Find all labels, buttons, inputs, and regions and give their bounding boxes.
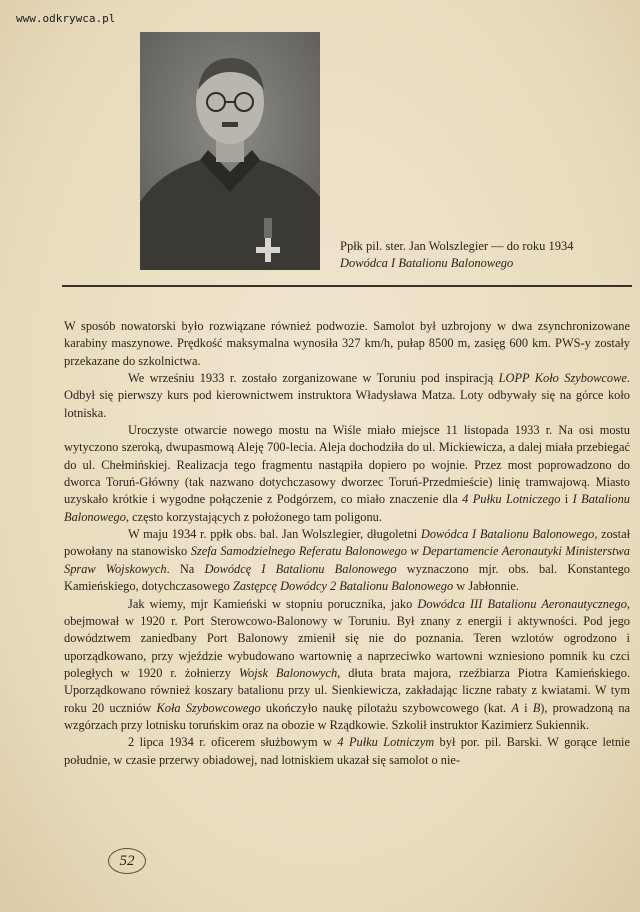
- italic-run: LOPP Koło Szybowcowe: [498, 371, 627, 386]
- body-text: [64, 318, 630, 769]
- watermark-url: www.odkrywca.pl: [16, 12, 116, 25]
- paragraph: [64, 318, 630, 370]
- italic-run: Szefa Samodzielnego Referatu Balonowego w Departamencie Aeronautyki Ministerstwa Spraw Wojskowych: [64, 544, 630, 576]
- text-run: 2 lipca 1934 r. oficerem służbowym w: [128, 735, 338, 750]
- text-run: , dłuta brata majora, rzeźbiarza Piotra Kamieńskiego. Uporządkowano również koszary batalionu przy ul. Sienkiewicza, zakładając liczne rabaty z kwiatami. W tym roku 20 uczniów: [64, 665, 630, 715]
- text-run: , obejmował w 1920 r. Port Sterowcowo-Balonowy w Toruniu. Był znany z energii i aktywności. Pod jego dowództwem zaniedbany Port Balonowy zmienił się nie do poznania. Teren wzlotów ogrodzono i uporządkowano, przy wjeździe wybudowano wartownię a naprzeciwko wartowni wzniesiono pomnik ku czci poległych w 1920 r. żołnierzy: [64, 596, 630, 680]
- text-run: , często korzystających z położonego tam poligonu.: [125, 509, 382, 524]
- text-run: , został powołany na stanowisko: [64, 527, 631, 559]
- paragraph: [64, 526, 630, 595]
- italic-run: Koła Szybowcowego: [156, 700, 261, 715]
- text-run: i: [518, 700, 533, 715]
- text-run: i: [560, 492, 573, 507]
- caption-line-name: Ppłk pil. ster. Jan Wolszlegier — do roku 1934: [340, 239, 574, 253]
- paragraph: [64, 370, 630, 422]
- text-run: Uroczyste otwarcie nowego mostu na Wiśle miało miejsce 11 listopada 1933 r. Na osi mostu wytyczono szeroką, dwupasmową Aleję 700-lecia. Aleja dochodziła do ul. Mickiewicza, a dalej miała przebiegać do ul. Chełmińskiej. Realizacja tego fragmentu nastąpiła dopiero po wojnie. Przez most poprowadzono do dworca Toruń-Główny (tak nazwano dotychczasowy dworzec Toruń-Przedmieście) linię tramwajową. Miasto uzyskało krótkie i wygodne połączenie z Podgórzem, co miało znaczenie dla: [64, 423, 630, 507]
- text-run: . Na: [166, 561, 205, 576]
- italic-run: Dowódca I Batalionu Balonowego: [420, 527, 595, 542]
- italic-run: Zastępcę Dowódcy 2 Batalionu Balonowego: [232, 579, 454, 594]
- text-run: Jak wiemy, mjr Kamieński w stopniu porucznika, jako: [128, 596, 418, 611]
- italic-run: Dowódcę I Batalionu Balonowego: [204, 561, 397, 576]
- text-run: We wrześniu 1933 r. zostało zorganizowane w Toruniu pod inspiracją: [128, 371, 499, 386]
- page-number: 52: [108, 848, 146, 874]
- text-run: był por. pil. Barski. W gorące letnie południe, w czasie przerwy obiadowej, nad lotniskiem ukazał się samolot o nie-: [64, 735, 631, 767]
- italic-run: Wojsk Balonowych: [238, 665, 338, 680]
- italic-run: 4 Pułku Lotniczego: [462, 492, 561, 507]
- text-run: w Jabłonnie.: [453, 579, 519, 594]
- photo-caption: [340, 238, 630, 272]
- text-run: . Odbył się pierwszy kurs pod kierownictwem instruktora Władysława Matza. Loty odbywały się na górce koło lotniska.: [64, 371, 630, 420]
- caption-line-title: Dowódca I Batalionu Balonowego: [340, 256, 514, 270]
- italic-run: I Batalionu Balonowego: [64, 492, 630, 524]
- italic-run: B: [532, 700, 541, 715]
- text-run: ), prowadzoną na wzgórzach przy lotnisku toruńskim oraz na obozie w Rządkowie. Szkolił instruktor Kazimierz Sukiennik.: [64, 700, 631, 732]
- divider-rule: [62, 285, 632, 287]
- portrait-photo: [140, 32, 320, 270]
- text-run: W sposób nowatorski było rozwiązane również podwozie. Samolot był uzbrojony w dwa zsynchronizowane karabiny maszynowe. Prędkość maksymalna wynosiła 327 km/h, pułap 8500 m, zasięg 600 km. PWS-y zostały przekazane do szkolnictwa.: [64, 319, 630, 368]
- italic-run: Dowódca III Batalionu Aeronautycznego: [417, 596, 627, 611]
- text-run: W maju 1934 r. ppłk obs. bal. Jan Wolszlegier, długoletni: [128, 527, 421, 542]
- paragraph: [64, 596, 630, 735]
- portrait-photo-icon: [140, 32, 320, 270]
- italic-run: A: [511, 700, 519, 715]
- paragraph: [64, 734, 630, 769]
- text-run: ukończyło naukę pilotażu szybowcowego (kat.: [260, 700, 512, 715]
- paragraph: [64, 422, 630, 526]
- text-run: wyznaczono mjr. obs. bal. Konstantego Kamieńskiego, dotychczasowego: [64, 561, 630, 594]
- italic-run: 4 Pułku Lotniczym: [337, 735, 435, 750]
